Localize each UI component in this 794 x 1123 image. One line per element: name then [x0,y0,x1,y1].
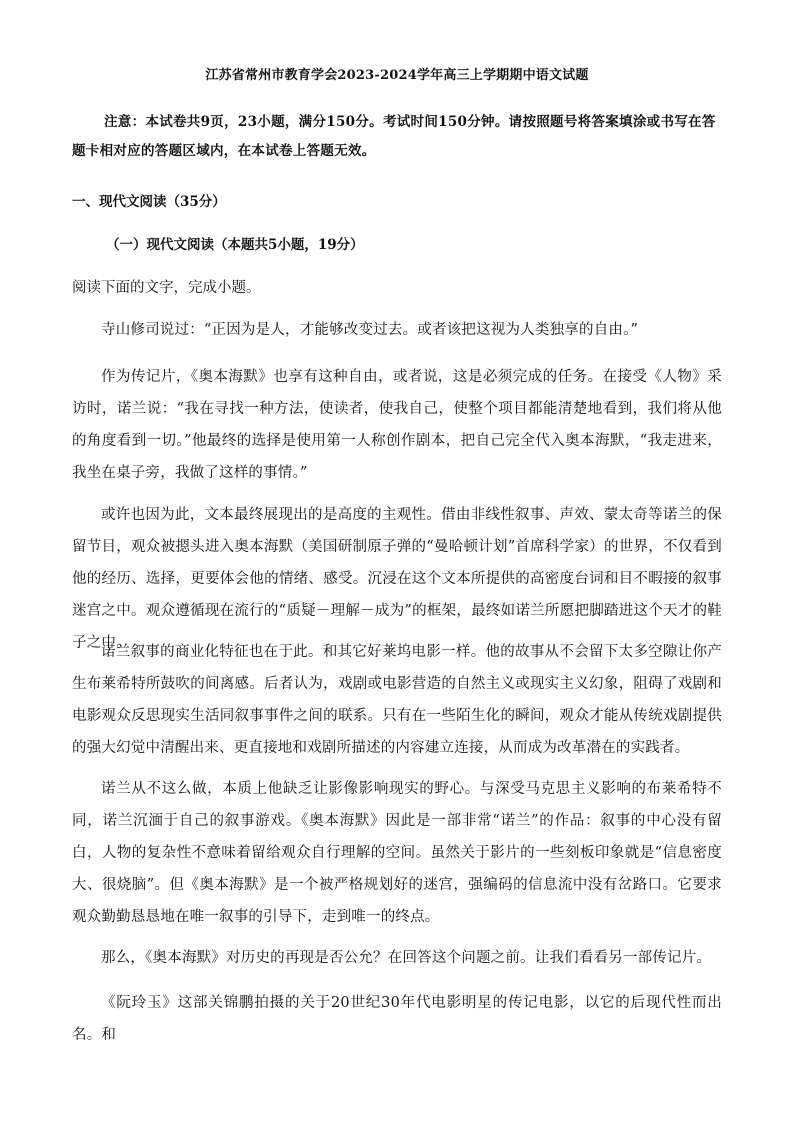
paragraph: 作为传记片，《奥本海默》也享有这种自由，或者说，这是必须完成的任务。在接受《人物》采访时，诺兰说：“我在寻找一种方法，使读者，使我自己，使整个项目都能清楚地看到，我们将从他的角度看到一切。”他最终的选择是使用第一人称创作剧本，把自己完全代入奥本海默，“我走进来，我坐在桌子旁，我做了这样的事情。” [72,369,722,481]
paragraph: 诺兰叙事的商业化特征也在于此。和其它好莱坞电影一样。他的故事从不会留下太多空隙让你产生布莱希特所鼓吹的间离感。后者认为，戏剧或电影营造的自然主义或现实主义幻象，阻碍了戏剧和电影观众反思现实生活同叙事事件之间的联系。只有在一些陌生化的瞬间，观众才能从传统戏剧提供的强大幻觉中清醒出来、更直接地和戏剧所描述的内容建立连接，从而成为改革潜在的实践者。 [72,644,722,756]
section-heading: 一、现代文阅读（35分） [72,194,226,210]
paragraph: 寺山修司说过：“正因为是人，才能够改变过去。或者该把这视为人类独享的自由。” [101,322,639,338]
paragraph: 那么，《奥本海默》对历史的再现是否公允？在回答这个问题之前。让我们看看另一部传记片。 [101,950,712,966]
reading-instruction: 阅读下面的文字，完成小题。 [72,280,261,296]
exam-title: 江苏省常州市教育学会2023-2024学年高三上学期期中语文试题 [205,68,589,83]
paragraph: 或许也因为此，文本最终展现出的是高度的主观性。借由非线性叙事、声效、蒙太奇等诺兰的保留节目，观众被摁头进入奥本海默（美国研制原子弹的“曼哈顿计划”首席科学家）的世界，不仅看到他的经历、选择，更要体会他的情绪、感受。沉浸在这个文本所提供的高密度台词和目不暇接的叙事迷宫之中。观众遵循现在流行的“质疑－理解－成为”的框架，最终如诺兰所愿把脚踏进这个天才的鞋子之中。 [72,507,722,651]
paragraph: 《阮玲玉》这部关锦鹏拍摄的关于20世纪30年代电影明星的传记电影，以它的后现代性而出名。和 [72,995,722,1043]
paragraph: 诺兰从不这么做，本质上他缺乏让影像影响现实的野心。与深受马克思主义影响的布莱希特不同，诺兰沉湎于自己的叙事游戏。《奥本海默》因此是一部非常“诺兰”的作品：叙事的中心没有留白，人物的复杂性不意味着留给观众自行理解的空间。虽然关于影片的一些刻板印象就是“信息密度大、很烧脑”。但《奥本海默》是一个被严格规划好的迷宫，强编码的信息流中没有岔路口。它要求观众勤勤恳恳地在唯一叙事的引导下，走到唯一的终点。 [72,781,722,925]
exam-notice: 注意：本试卷共9页，23小题，满分150分。考试时间150分钟。请按照题号将答案填涂或书写在答题卡相对应的答题区域内，在本试卷上答题无效。 [72,114,716,159]
subsection-heading: （一）现代文阅读（本题共5小题，19分） [106,237,364,253]
